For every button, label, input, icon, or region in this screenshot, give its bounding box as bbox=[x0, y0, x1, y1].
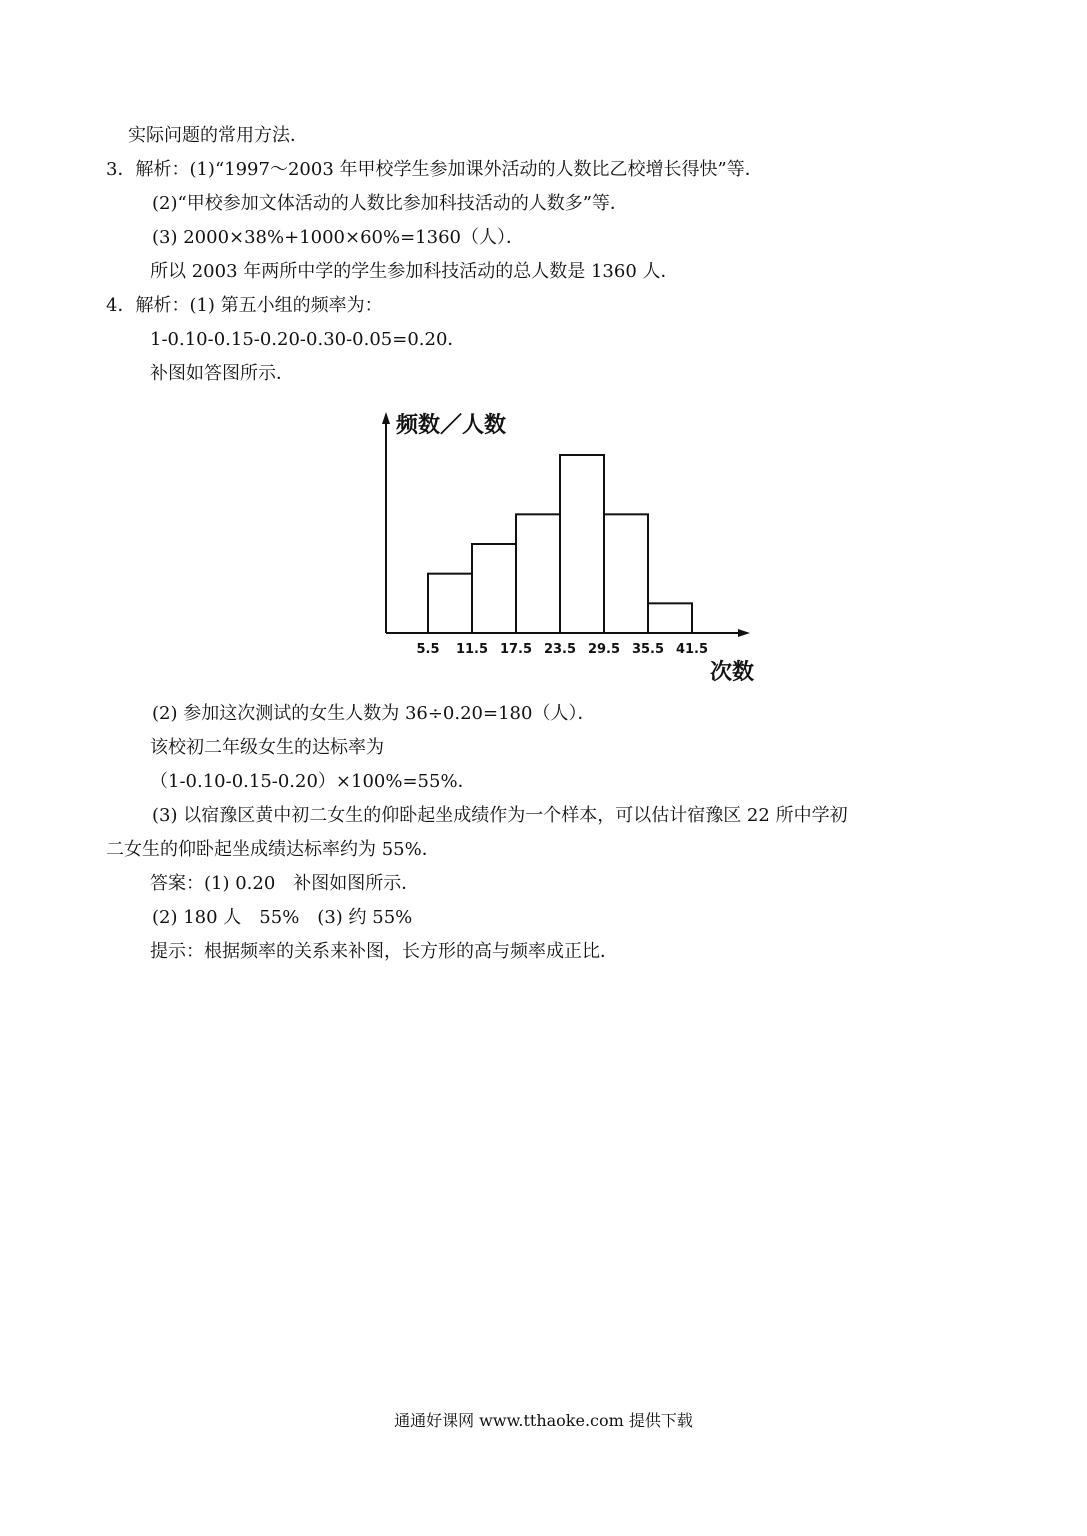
text-line-8: 补图如答图所示． bbox=[150, 363, 294, 384]
text-line-10: 该校初二年级女生的达标率为 bbox=[150, 737, 384, 758]
x-tick-label-6: 35.5 bbox=[631, 642, 665, 657]
text-line-3: (2)“甲校参加文体活动的人数比参加科技活动的人数多”等． bbox=[152, 193, 628, 214]
x-tick-label-7: 41.5 bbox=[675, 642, 709, 657]
x-tick-label-4: 23.5 bbox=[543, 642, 577, 657]
x-tick-label-3: 17.5 bbox=[499, 642, 533, 657]
bar-4 bbox=[560, 455, 604, 633]
text-line-7: 1-0.10-0.15-0.20-0.30-0.05=0.20． bbox=[150, 329, 466, 350]
bar-2 bbox=[472, 544, 516, 633]
x-axis-label: 次数 bbox=[709, 660, 754, 685]
text-line-14: 答案：(1) 0.20 补图如图所示． bbox=[150, 873, 420, 894]
text-line-15: (2) 180 人 55% (3) 约 55% bbox=[152, 907, 413, 928]
text-line-5: 所以 2003 年两所中学的学生参加科技活动的总人数是 1360 人． bbox=[150, 261, 679, 282]
text-line-1: 实际问题的常用方法． bbox=[128, 125, 308, 146]
x-axis-arrow bbox=[738, 629, 750, 637]
text-line-2: 3．解析：(1)“1997～2003 年甲校学生参加课外活动的人数比乙校增长得快”等． bbox=[106, 159, 763, 180]
bar-1 bbox=[428, 574, 472, 633]
text-line-12: (3) 以宿豫区黄中初二女生的仰卧起坐成绩作为一个样本，可以估计宿豫区 22 所中学初 bbox=[152, 805, 848, 826]
x-tick-label-1: 5.5 bbox=[416, 642, 440, 657]
x-tick-label-2: 11.5 bbox=[455, 642, 489, 657]
text-line-11: （1-0.10-0.15-0.20）×100%=55%． bbox=[150, 771, 476, 792]
text-line-16: 提示：根据频率的关系来补图，长方形的高与频率成正比． bbox=[150, 941, 618, 962]
y-axis-arrow bbox=[382, 412, 390, 424]
text-line-9: (2) 参加这次测试的女生人数为 36÷0.20=180（人）． bbox=[152, 703, 596, 724]
text-line-13: 二女生的仰卧起坐成绩达标率约为 55%． bbox=[106, 839, 440, 860]
bar-5 bbox=[604, 514, 648, 633]
bar-6 bbox=[648, 603, 692, 633]
text-line-6: 4．解析：(1) 第五小组的频率为： bbox=[106, 295, 383, 316]
bar-3 bbox=[516, 514, 560, 633]
page-footer: 通通好课网 www.tthaoke.com 提供下载 bbox=[394, 1411, 693, 1430]
text-line-4: (3) 2000×38%+1000×60%=1360（人）． bbox=[152, 227, 524, 248]
x-tick-label-5: 29.5 bbox=[587, 642, 621, 657]
y-axis-label: 频数／人数 bbox=[396, 413, 507, 438]
histogram bbox=[370, 400, 770, 690]
